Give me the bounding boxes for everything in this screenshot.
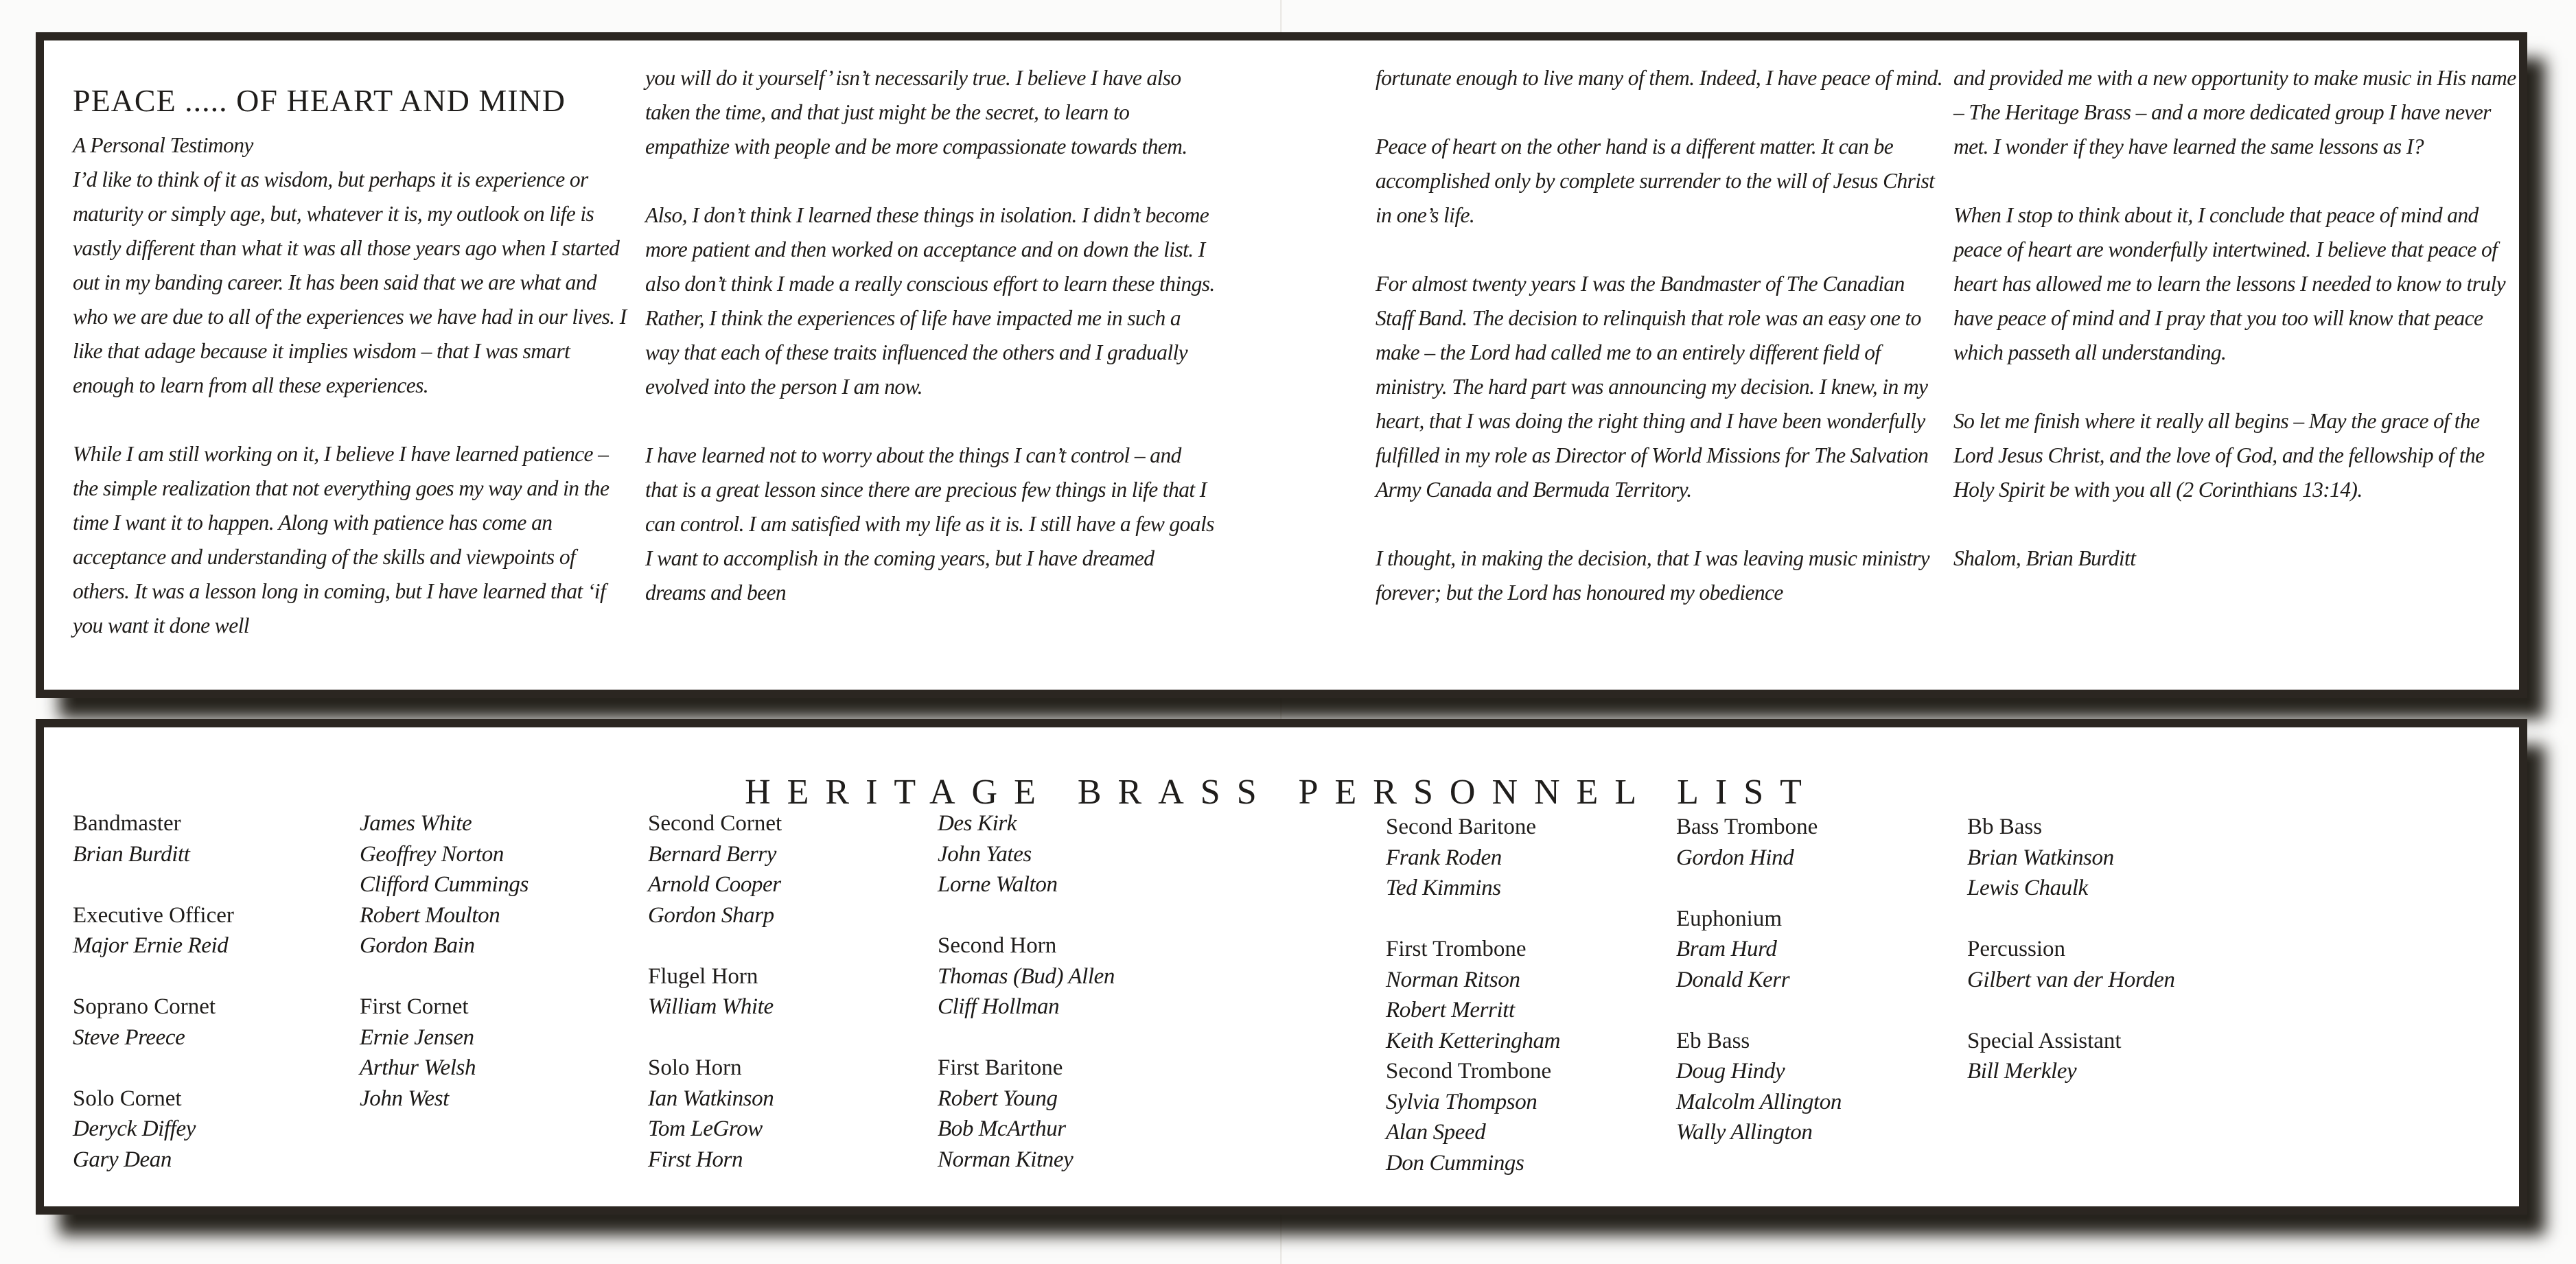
member-name: Gordon Bain: [360, 933, 475, 958]
member-name: Major Ernie Reid: [73, 933, 229, 958]
section-role: Eb Bass: [1676, 1028, 1750, 1053]
section-role: Flugel Horn: [648, 963, 758, 989]
paragraph: and provided me with a new opportunity to make music in His name – The Heritage Brass – and a more dedicated group I have never met. I wonder if they have learned the same lessons as I?: [1953, 66, 2516, 159]
member-name: Gary Dean: [73, 1147, 172, 1172]
testimony-subtitle: A Personal Testimony: [73, 133, 253, 157]
personnel-section: [938, 808, 1115, 900]
member-name: Brian Watkinson: [1967, 845, 2114, 870]
member-name: Ian Watkinson: [648, 1086, 774, 1111]
paragraph: When I stop to think about it, I conclude that peace of mind and peace of heart are wonderfully intertwined. I believe that peace of heart has allowed me to learn the lessons I needed to know to truly have peace of mind and I pray that you too will know that peace which passeth all understanding.: [1953, 203, 2506, 364]
section-role: Special Assistant: [1967, 1028, 2122, 1053]
member-name: Don Cummings: [1386, 1150, 1524, 1175]
member-name: Thomas (Bud) Allen: [938, 963, 1115, 989]
member-name: Arnold Cooper: [648, 872, 781, 897]
member-name: Bob McArthur: [938, 1116, 1066, 1141]
member-name: Gordon Hind: [1676, 845, 1794, 870]
paragraph: Peace of heart on the other hand is a different matter. It can be accomplished only by complete surrender to the will of Jesus Christ in one’s life.: [1376, 134, 1935, 227]
personnel-section: [73, 992, 234, 1053]
personnel-section: [360, 992, 529, 1114]
member-name: Robert Young: [938, 1086, 1058, 1111]
member-name: Cliff Hollman: [938, 994, 1060, 1019]
section-role: First Cornet: [360, 994, 469, 1019]
signature: Shalom, Brian Burditt: [1953, 546, 2136, 570]
personnel-section: [1676, 812, 1842, 873]
section-role: Bb Bass: [1967, 815, 2043, 839]
personnel-section: [1676, 1026, 1842, 1148]
paragraph: I’d like to think of it as wisdom, but perhaps it is experience or maturity or simply age, but, whatever it is, my outlook on life is vastly different than what it was all those years ago when I started out in my banding career. It has been said that we are what and who we are due to all of the experiences we have had in our lives. I like that adage because it implies wisdom – that I was smart enough to learn from all these experiences.: [73, 167, 627, 397]
member-name: Deryck Diffey: [73, 1116, 196, 1141]
member-name: Geoffrey Norton: [360, 841, 504, 867]
section-role: Soprano Cornet: [73, 994, 216, 1019]
testimony-title: PEACE ..... OF HEART AND MIND: [73, 82, 566, 118]
member-name: Wally Allington: [1676, 1120, 1813, 1145]
member-name: Ted Kimmins: [1386, 876, 1501, 900]
member-name: Sylvia Thompson: [1386, 1089, 1538, 1114]
section-role: Second Cornet: [648, 811, 782, 836]
personnel-section: [1386, 934, 1560, 1056]
personnel-section: [1386, 812, 1560, 904]
personnel-column: [360, 808, 529, 1145]
section-role: Executive Officer: [73, 902, 234, 928]
paragraph: I have learned not to worry about the things I can’t control – and that is a great lesson since there are precious few things in life that I can control. I am satisfied with my life as it is. I still have a few goals I want to accomplish in the coming years, but I have dreamed dreams and been: [645, 443, 1214, 605]
personnel-section: [1967, 812, 2175, 904]
personnel-section: [360, 808, 529, 961]
member-name: Ernie Jensen: [360, 1025, 474, 1050]
paragraph: you will do it yourself’ isn’t necessarily true. I believe I have also taken the time, and that just might be the secret, to learn to empathize with people and be more compassionate towards them.: [645, 66, 1187, 159]
member-name: Lorne Walton: [938, 872, 1058, 897]
personnel-section: [938, 1053, 1115, 1175]
personnel-section: [648, 961, 782, 1022]
member-name: Tom LeGrow: [648, 1116, 763, 1141]
member-name: Doug Hindy: [1676, 1059, 1785, 1084]
member-name: Steve Preece: [73, 1025, 185, 1050]
testimony-panel: [36, 32, 2527, 698]
personnel-section: [1967, 934, 2175, 995]
member-name: Frank Roden: [1386, 845, 1502, 870]
member-name: William White: [648, 994, 774, 1019]
member-name: Bram Hurd: [1676, 937, 1777, 961]
personnel-section: [1386, 1056, 1560, 1178]
personnel-section: [648, 808, 782, 931]
member-name: John West: [360, 1086, 449, 1111]
personnel-column: [73, 808, 234, 1206]
testimony-column-1: [73, 128, 636, 643]
personnel-column: [1676, 812, 1842, 1178]
member-name: Donald Kerr: [1676, 967, 1790, 992]
personnel-section: [73, 900, 234, 961]
member-name: First Horn: [648, 1147, 743, 1172]
member-name: James White: [360, 811, 472, 836]
personnel-section: [73, 1084, 234, 1175]
member-name: Keith Ketteringham: [1386, 1028, 1561, 1053]
section-role: Percussion: [1967, 937, 2065, 961]
personnel-column: [1967, 812, 2175, 1117]
member-name: Norman Kitney: [938, 1147, 1074, 1172]
personnel-section: [1967, 1026, 2175, 1087]
member-name: John Yates: [938, 841, 1032, 867]
member-name: Brian Burditt: [73, 841, 190, 867]
member-name: Lewis Chaulk: [1967, 876, 2088, 900]
personnel-section: [73, 808, 234, 869]
section-role: Second Trombone: [1386, 1059, 1552, 1084]
personnel-section: [648, 1053, 782, 1175]
personnel-section: [1676, 904, 1842, 996]
paragraph: While I am still working on it, I believe I have learned patience – the simple realization that not everything goes my way and in the time I want it to happen. Along with patience has come an acceptance and understanding of the skills and viewpoints of others. It was a lesson long in coming, but I have learned that ‘if you want it done well: [73, 442, 610, 637]
member-name: Bill Merkley: [1967, 1059, 2077, 1084]
paragraph: Also, I don’t think I learned these things in isolation. I didn’t become more patient and then worked on acceptance and on down the list. I also don’t think I made a really conscious effort to learn these things. Rather, I think the experiences of life have impacted me in such a way that each of these traits influenced the others and I gradually evolved into the person I am now.: [645, 203, 1215, 399]
member-name: Des Kirk: [938, 811, 1017, 836]
member-name: Malcolm Allington: [1676, 1089, 1842, 1114]
section-role: Euphonium: [1676, 906, 1782, 931]
personnel-column: [938, 808, 1115, 1206]
member-name: Arthur Welsh: [360, 1055, 476, 1080]
personnel-column: [1386, 812, 1560, 1209]
personnel-title: HERITAGE BRASS PERSONNEL LIST: [745, 773, 1818, 812]
section-role: Bandmaster: [73, 811, 181, 836]
member-name: Alan Speed: [1386, 1120, 1486, 1145]
paragraph: I thought, in making the decision, that I was leaving music ministry forever; but the Lord has honoured my obedience: [1376, 546, 1929, 605]
testimony-column-3: [1376, 61, 1945, 610]
testimony-column-4: [1953, 61, 2523, 576]
section-role: Solo Horn: [648, 1055, 742, 1080]
personnel-column: [648, 808, 782, 1206]
member-name: Gilbert van der Horden: [1967, 967, 2175, 992]
section-role: Bass Trombone: [1676, 815, 1818, 839]
paragraph: For almost twenty years I was the Bandmaster of The Canadian Staff Band. The decision to relinquish that role was an easy one to make – the Lord had called me to an entirely different field of ministry. The hard part was announcing my decision. I knew, in my heart, that I was doing the right thing and I have been wonderfully fulfilled in my role as Director of World Missions for The Salvation Army Canada and Bermuda Territory.: [1376, 272, 1929, 502]
section-role: First Baritone: [938, 1055, 1063, 1080]
paragraph: So let me finish where it really all begins – May the grace of the Lord Jesus Christ, and the love of God, and the fellowship of the Holy Spirit be with you all (2 Corinthians 13:14).: [1953, 409, 2485, 502]
paragraph: fortunate enough to live many of them. Indeed, I have peace of mind.: [1376, 66, 1943, 90]
section-role: Second Baritone: [1386, 815, 1537, 839]
testimony-column-2: [645, 61, 1215, 610]
member-name: Robert Moulton: [360, 902, 500, 928]
section-role: Second Horn: [938, 933, 1057, 958]
member-name: Robert Merritt: [1386, 998, 1515, 1022]
section-role: Solo Cornet: [73, 1086, 182, 1111]
section-role: First Trombone: [1386, 937, 1527, 961]
personnel-section: [938, 931, 1115, 1022]
member-name: Gordon Sharp: [648, 902, 774, 928]
member-name: Clifford Cummings: [360, 872, 529, 897]
personnel-panel: [36, 719, 2527, 1215]
member-name: Norman Ritson: [1386, 967, 1520, 992]
member-name: Bernard Berry: [648, 841, 776, 867]
